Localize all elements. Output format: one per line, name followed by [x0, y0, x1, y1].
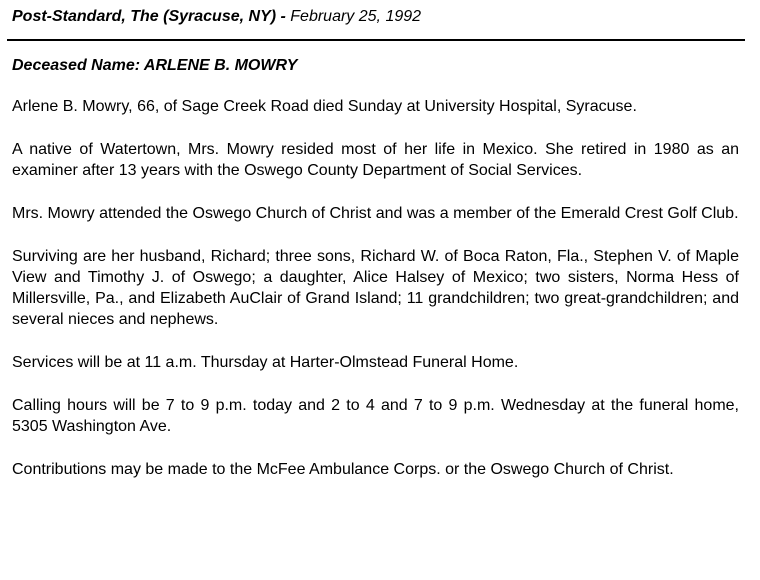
publication-header: [12, 8, 421, 26]
header-divider: [7, 39, 745, 41]
obituary-body: [12, 96, 739, 480]
deceased-name: Deceased Name: ARLENE B. MOWRY: [12, 57, 298, 74]
paragraph-death-notice: Arlene B. Mowry, 66, of Sage Creek Road died Sunday at University Hospital, Syracuse.: [12, 98, 637, 115]
paragraph-calling-hours: Calling hours will be 7 to 9 p.m. today and 2 to 4 and 7 to 9 p.m. Wednesday at the funeral home, 5305 Washington Ave.: [12, 397, 739, 435]
header-separator: -: [276, 8, 291, 25]
paragraph-services: Services will be at 11 a.m. Thursday at Harter-Olmstead Funeral Home.: [12, 354, 519, 371]
publication-name: Post-Standard, The (Syracuse, NY): [12, 8, 277, 25]
paragraph-survivors: Surviving are her husband, Richard; three sons, Richard W. of Boca Raton, Fla., Stephen V. of Maple View and Timothy J. of Oswego; a daughter, Alice Halsey of Mexico; two sisters, Norma Hess of Millersville, Pa., and Elizabeth AuClair of Grand Island; 11 grandchildren; two great-grandchildren; and several nieces and nephews.: [12, 248, 739, 328]
paragraph-affiliations: Mrs. Mowry attended the Oswego Church of Christ and was a member of the Emerald Crest Golf Club.: [12, 205, 739, 222]
publication-date: February 25, 1992: [290, 8, 422, 25]
paragraph-contributions: Contributions may be made to the McFee Ambulance Corps. or the Oswego Church of Christ.: [12, 461, 674, 478]
paragraph-biography: A native of Watertown, Mrs. Mowry resided most of her life in Mexico. She retired in 1980 as an examiner after 13 years with the Oswego County Department of Social Services.: [12, 141, 739, 179]
